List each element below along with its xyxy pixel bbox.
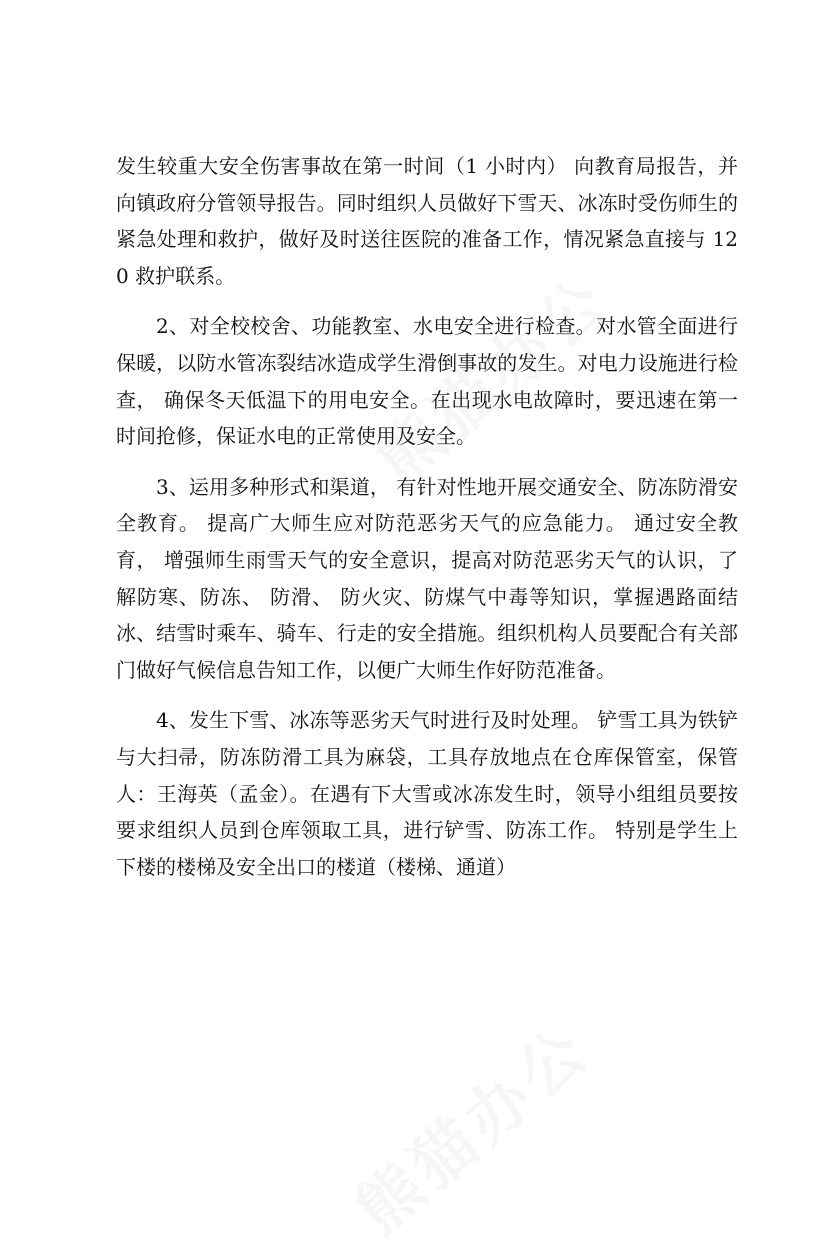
document-body <box>116 148 738 885</box>
paragraph-3: 3、运用多种形式和渠道， 有针对性地开展交通安全、防冻防滑安全教育。 提高广大师生应对防范恶劣天气的应急能力。 通过安全教育， 增强师生雨雪天气的安全意识，提高对防范恶劣天气的认识，了解防寒、防冻、 防滑、 防火灾、防煤气中毒等知识，掌握遇路面结冰、结雪时乘车、骑车、行走的安全措施。组织机构人员要配合有关部门做好气候信息告知工作，以便广大师生作好防范准备。 <box>116 474 738 682</box>
paragraph-2: 2、对全校校舍、功能教室、水电安全进行检查。对水管全面进行保暖，以防水管冻裂结冰造成学生滑倒事故的发生。对电力设施进行检查， 确保冬天低温下的用电安全。在出现水电故障时，要迅速在第一时间抢修，保证水电的正常使用及安全。 <box>116 314 738 449</box>
watermark <box>333 1001 607 1251</box>
paragraph-4: 4、发生下雪、冰冻等恶劣天气时进行及时处理。 铲雪工具为铁铲与大扫帚，防冻防滑工具为麻袋，工具存放地点在仓库保管室，保管人：王海英（孟金）。在遇有下大雪或冰冻发生时，领导小组组员要按要求组织人员到仓库领取工具，进行铲雪、防冻工作。 特别是学生上下楼的楼梯及安全出口的楼道（楼梯、通道） <box>116 708 738 879</box>
paragraph-1: 发生较重大安全伤害事故在第一时间（1 小时内） 向教育局报告，并向镇政府分管领导报告。同时组织人员做好下雪天、冰冻时受伤师生的紧急处理和救护，做好及时送往医院的准备工作，情况紧急直接与 120 救护联系。 <box>116 154 738 288</box>
